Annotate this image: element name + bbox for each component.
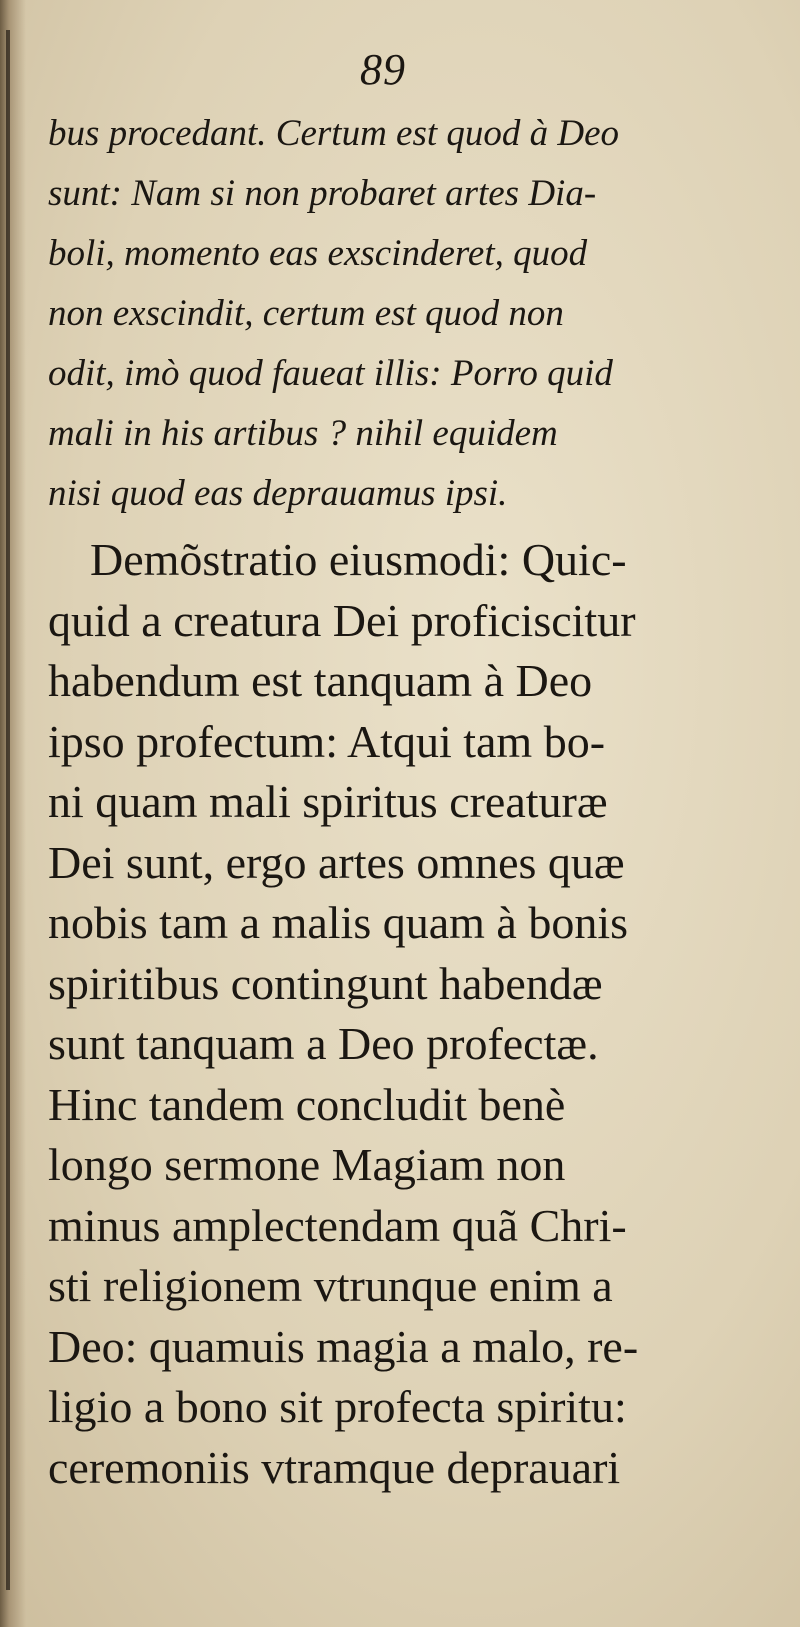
- text-line: sunt: Nam si non probaret artes Dia-: [48, 173, 597, 214]
- page-number: 89: [360, 45, 406, 94]
- text-line: Hinc tandem concludit benè: [48, 1078, 566, 1130]
- text-line: minus amplectendam quã Chri-: [48, 1199, 627, 1251]
- roman-paragraph: [48, 530, 770, 1498]
- text-line: spiritibus contingunt habendæ: [48, 957, 603, 1009]
- text-line: odit, imò quod faueat illis: Porro quid: [48, 353, 613, 394]
- text-line: non exscindit, certum est quod non: [48, 293, 564, 334]
- text-line: ceremoniis vtramque deprauari: [48, 1441, 621, 1493]
- text-line: nobis tam a malis quam à bonis: [48, 897, 629, 948]
- text-line: Dei sunt, ergo artes omnes quæ: [48, 836, 625, 888]
- text-line: mali in his artibus ? nihil equidem: [48, 413, 558, 454]
- text-line: nisi quod eas deprauamus ipsi.: [48, 473, 508, 514]
- text-line: longo sermone Magiam non: [48, 1139, 566, 1190]
- text-line: habendum est tanquam à Deo: [48, 655, 593, 706]
- text-line: Demõstratio eiusmodi: Quic-: [90, 534, 627, 585]
- text-line: Deo: quamuis magia a malo, re-: [48, 1320, 639, 1372]
- text-line: ni quam mali spiritus creaturæ: [48, 776, 608, 827]
- text-line: sunt tanquam a Deo profectæ.: [48, 1018, 599, 1069]
- text-line: bus procedant. Certum est quod à Deo: [48, 113, 620, 154]
- text-line: sti religionem vtrunque enim a: [48, 1260, 613, 1311]
- text-line: quid a creatura Dei proficiscitur: [48, 594, 636, 646]
- text-line: ipso profectum: Atqui tam bo-: [48, 715, 606, 767]
- text-line: boli, momento eas exscinderet, quod: [48, 233, 588, 274]
- page-gutter-shadow: [0, 0, 26, 1627]
- binding-edge: [6, 30, 10, 1590]
- text-line: ligio a bono sit profecta spiritu:: [48, 1381, 627, 1432]
- italic-paragraph: [48, 104, 770, 524]
